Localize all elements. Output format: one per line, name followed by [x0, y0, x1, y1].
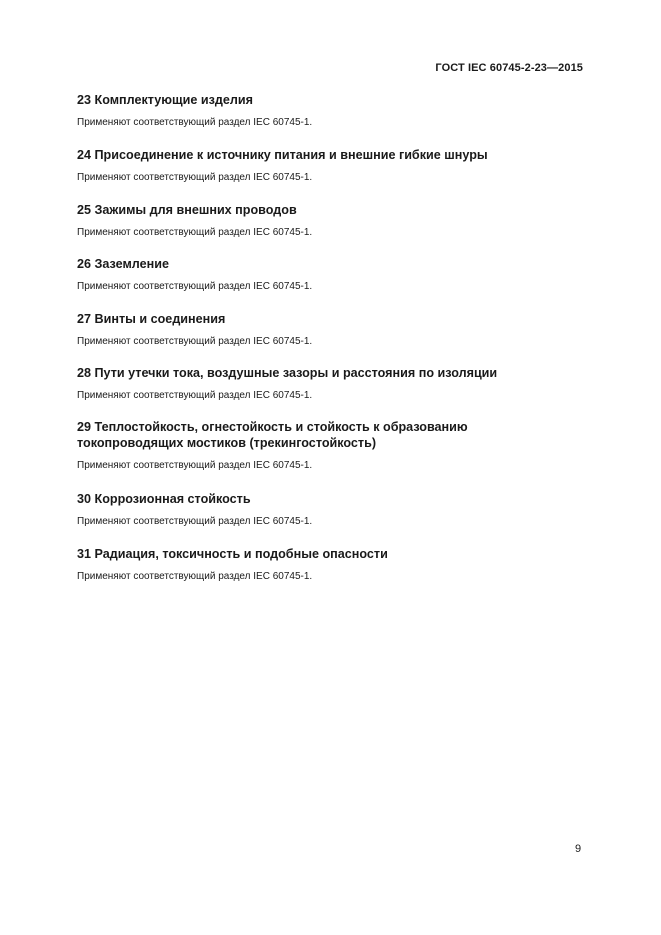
- section-body: Применяют соответствующий раздел IEC 60745-1.: [77, 172, 313, 183]
- section-23: [77, 92, 587, 147]
- section-28: [77, 365, 587, 419]
- section-title: 27 Винты и соединения: [77, 312, 226, 326]
- section-30: [77, 491, 587, 546]
- section-title: 23 Комплектующие изделия: [77, 93, 253, 107]
- section-body: Применяют соответствующий раздел IEC 60745-1.: [77, 390, 313, 401]
- section-body: Применяют соответствующий раздел IEC 60745-1.: [77, 460, 313, 471]
- section-29: [77, 419, 587, 491]
- section-body: Применяют соответствующий раздел IEC 60745-1.: [77, 281, 313, 292]
- section-24: [77, 147, 587, 202]
- section-title: 26 Заземление: [77, 257, 169, 271]
- section-body: Применяют соответствующий раздел IEC 60745-1.: [77, 516, 313, 527]
- section-26: [77, 256, 587, 311]
- section-25: [77, 202, 587, 256]
- page-number: 9: [575, 843, 582, 855]
- section-title: 28 Пути утечки тока, воздушные зазоры и расстояния по изоляции: [77, 366, 498, 380]
- section-body: Применяют соответствующий раздел IEC 60745-1.: [77, 227, 313, 238]
- section-body: Применяют соответствующий раздел IEC 60745-1.: [77, 571, 313, 582]
- section-title: 30 Коррозионная стойкость: [77, 492, 251, 506]
- section-body: Применяют соответствующий раздел IEC 60745-1.: [77, 117, 313, 128]
- section-title: 29 Теплостойкость, огнестойкость и стойкость к образованию токопроводящих мостиков (трекингостойкость): [77, 420, 468, 450]
- section-title: 31 Радиация, токсичность и подобные опасности: [77, 547, 388, 561]
- section-body: Применяют соответствующий раздел IEC 60745-1.: [77, 336, 313, 347]
- section-title: 24 Присоединение к источнику питания и внешние гибкие шнуры: [77, 148, 488, 162]
- standard-code-header: ГОСТ IEC 60745-2-23—2015: [435, 62, 583, 74]
- section-31: [77, 546, 587, 601]
- section-27: [77, 311, 587, 365]
- sections-list: [77, 92, 587, 601]
- section-title: 25 Зажимы для внешних проводов: [77, 203, 297, 217]
